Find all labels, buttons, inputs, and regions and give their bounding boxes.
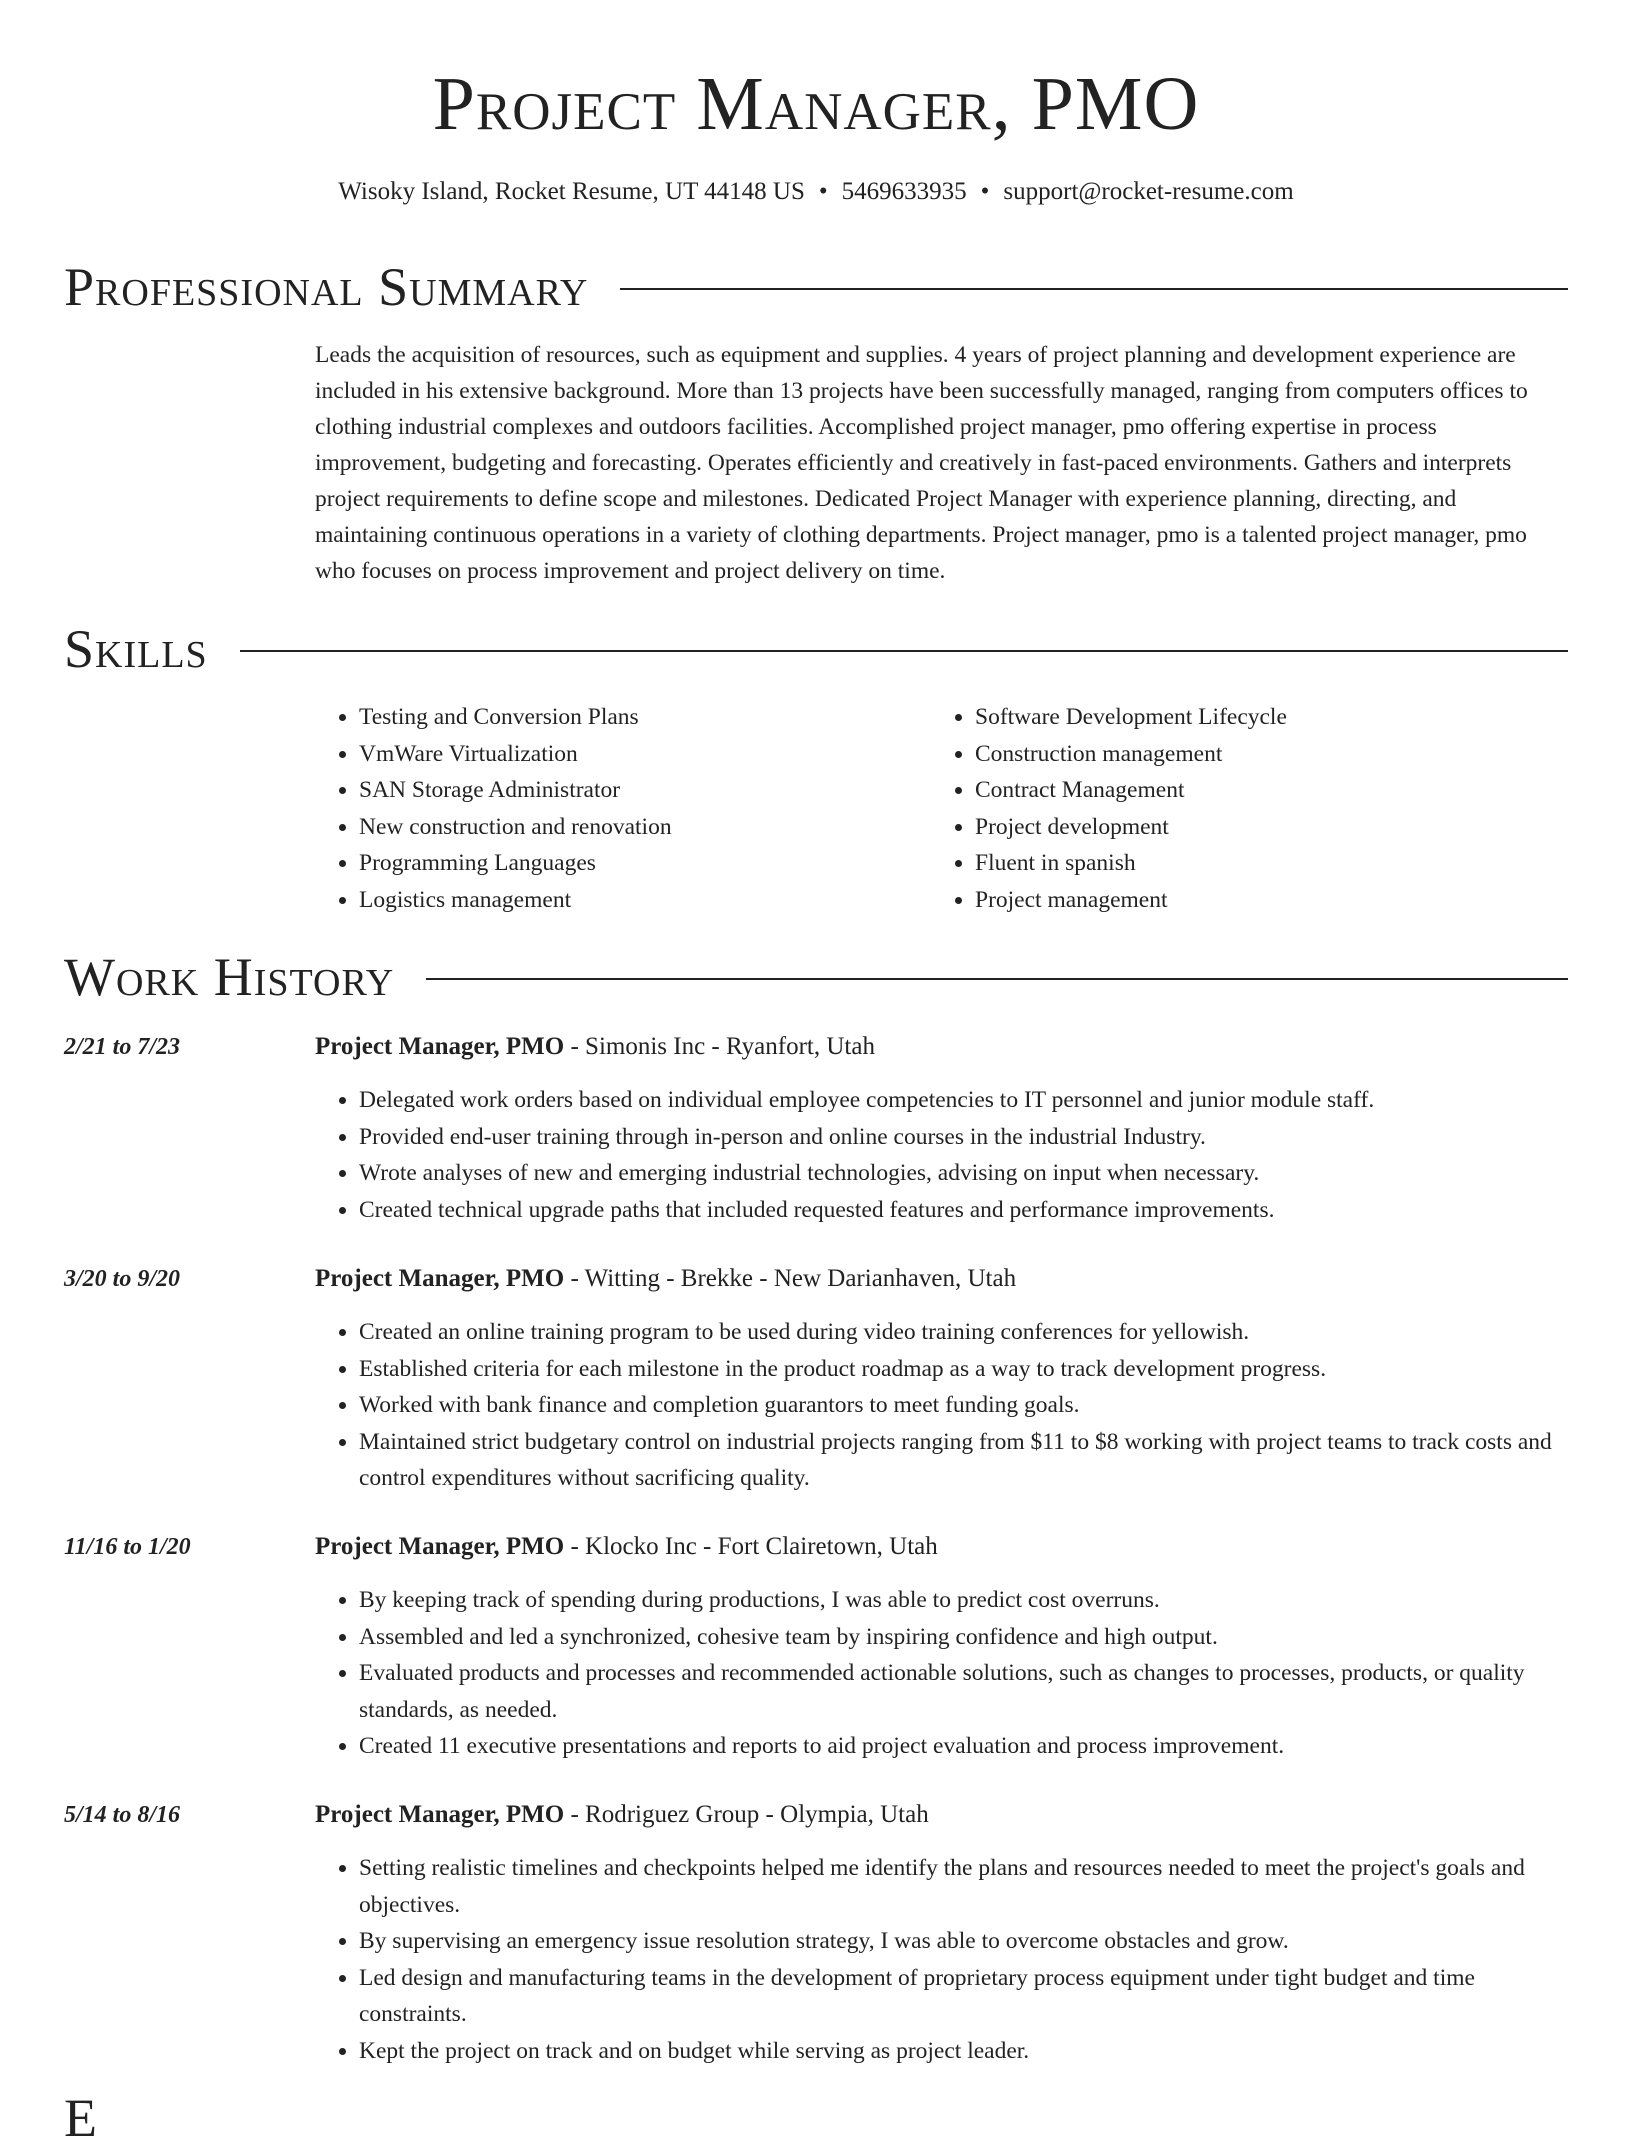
job-bullet: • Worked with bank finance and completion guarantors to meet funding goals. [359,1387,1570,1424]
next-section-heading: E [64,2088,97,2148]
job-date: 3/20 to 9/20 [64,1266,181,1292]
job-title-line [315,1529,938,1565]
job-date: 5/14 to 8/16 [64,1802,181,1828]
skill-item: • Project development [975,809,1547,846]
job-bullets [315,1850,1570,2069]
summary-divider [620,288,1568,290]
skill-item: • New construction and renovation [359,809,931,846]
work-heading: Work History [64,947,395,1007]
contact-separator: • [980,178,990,205]
job-bullet: • Created an online training program to be used during video training conferences for yellowish. [359,1314,1570,1351]
skill-item: • Fluent in spanish [975,845,1547,882]
skill-item: • Software Development Lifecycle [975,699,1547,736]
summary-heading: Professional Summary [64,257,589,317]
job-bullet: • Led design and manufacturing teams in the development of proprietary process equipment under tight budget and time constraints. [359,1960,1570,2033]
job-bullet: • Provided end-user training through in-person and online courses in the industrial Industry. [359,1119,1570,1156]
job-bullet: • By supervising an emergency issue resolution strategy, I was able to overcome obstacles and grow. [359,1923,1570,1960]
contact-phone: 5469633935 [841,178,967,205]
summary-section-heading [64,255,1568,319]
job-bullet: • Created 11 executive presentations and reports to aid project evaluation and process improvement. [359,1728,1570,1765]
job-company: - Klocko Inc - Fort Clairetown, Utah [564,1533,938,1560]
skills-heading: Skills [64,619,208,679]
job-company: - Witting - Brekke - New Darianhaven, Utah [564,1265,1017,1292]
job-role: Project Manager, PMO [315,1533,565,1560]
job-bullet: • Maintained strict budgetary control on industrial projects ranging from $11 to $8 working with project teams to track costs and control expenditures without sacrificing quality. [359,1424,1570,1497]
summary-text: Leads the acquisition of resources, such as equipment and supplies. 4 years of project planning and development experience are included in his extensive background. More than 13 projects have been successfully managed, ranging from computers offices to clothing industrial complexes and outdoors facilities. Accomplished project manager, pmo offering expertise in process improvement, budgeting and forecasting. Operates efficiently and creatively in fast-paced environments. Gathers and interprets project requirements to define scope and milestones. Dedicated Project Manager with experience planning, directing, and maintaining continuous operations in a variety of clothing departments. Project manager, pmo is a talented project manager, pmo who focuses on process improvement and project delivery on time. [315,342,1528,584]
job-bullet: • Established criteria for each milestone in the product roadmap as a way to track development progress. [359,1351,1570,1388]
job-date: 2/21 to 7/23 [64,1034,181,1060]
contact-line [0,174,1632,210]
skills-section-heading [64,617,1568,681]
job-role: Project Manager, PMO [315,1265,565,1292]
skill-item: • Contract Management [975,772,1547,809]
job-date: 11/16 to 1/20 [64,1534,191,1560]
skill-item: • SAN Storage Administrator [359,772,931,809]
job-bullet: • Evaluated products and processes and recommended actionable solutions, such as changes to processes, products, or quality standards, as needed. [359,1655,1570,1728]
job-bullet: • By keeping track of spending during productions, I was able to predict cost overruns. [359,1582,1570,1619]
skill-item: • Construction management [975,736,1547,773]
contact-email: support@rocket-resume.com [1003,178,1294,205]
job-bullet: • Delegated work orders based on individual employee competencies to IT personnel and junior module staff. [359,1082,1570,1119]
job-role: Project Manager, PMO [315,1033,565,1060]
resume-name: Project Manager, PMO [432,62,1200,146]
skills-list [315,699,1570,918]
job-title-line [315,1261,1016,1297]
job-bullets [315,1082,1570,1228]
job-bullet: • Setting realistic timelines and checkpoints helped me identify the plans and resources needed to meet the project's goals and objectives. [359,1850,1570,1923]
skill-item: • Logistics management [359,882,931,919]
job-company: - Simonis Inc - Ryanfort, Utah [564,1033,875,1060]
job-company: - Rodriguez Group - Olympia, Utah [564,1801,929,1828]
skill-item: • Programming Languages [359,845,931,882]
skill-item: • Testing and Conversion Plans [359,699,931,736]
work-section-heading [64,945,1568,1009]
job-title-line [315,1029,875,1065]
skill-item: • VmWare Virtualization [359,736,931,773]
job-bullet: • Wrote analyses of new and emerging industrial technologies, advising on input when necessary. [359,1155,1570,1192]
job-bullet: • Created technical upgrade paths that included requested features and performance improvements. [359,1192,1570,1229]
job-title-line [315,1797,929,1833]
skills-column-right [931,699,1547,918]
contact-address: Wisoky Island, Rocket Resume, UT 44148 US [338,178,805,205]
job-bullets [315,1314,1570,1497]
skills-divider [240,650,1568,652]
skill-item: • Project management [975,882,1547,919]
skills-column-left [315,699,931,918]
contact-separator: • [818,178,828,205]
job-bullets [315,1582,1570,1765]
job-bullet: • Assembled and led a synchronized, cohesive team by inspiring confidence and high output. [359,1619,1570,1656]
job-bullet: • Kept the project on track and on budget while serving as project leader. [359,2033,1570,2070]
work-divider [426,978,1568,980]
job-role: Project Manager, PMO [315,1801,565,1828]
